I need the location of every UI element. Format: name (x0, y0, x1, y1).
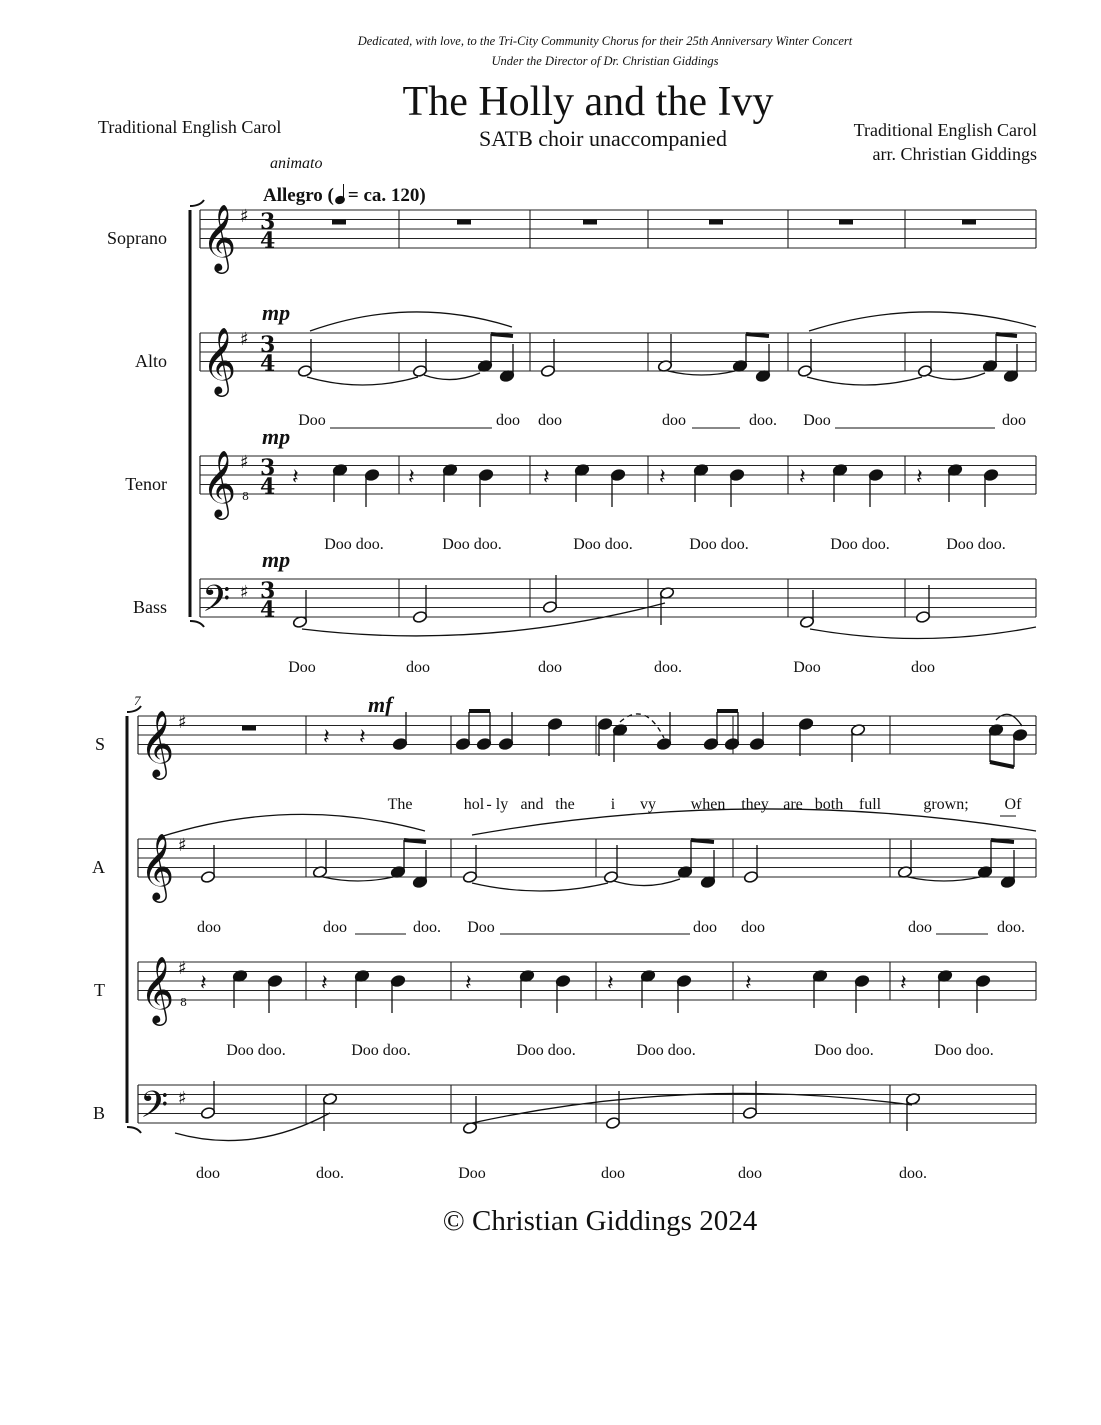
quarter-rest: 𝄽 (659, 465, 666, 490)
quarter-rest: 𝄽 (292, 465, 299, 490)
quarter-rest: 𝄽 (900, 971, 907, 996)
copyright-notice: © Christian Giddings 2024 (442, 1205, 758, 1237)
lyric: hol (463, 796, 485, 813)
treble-clef-icon: 𝄞 (202, 449, 237, 517)
tempo-value: = ca. 120) (347, 185, 426, 206)
lyric: doo (911, 659, 935, 676)
time-signature-top: 3 (260, 455, 276, 481)
lyric: Doo (803, 412, 831, 429)
lyric: doo (538, 412, 562, 429)
quarter-rest: 𝄽 (200, 971, 207, 996)
composer-line-2: arr. Christian Giddings (872, 144, 1037, 164)
tie (908, 877, 980, 881)
beam (990, 762, 1014, 767)
staff-name-b: B (92, 1103, 105, 1123)
key-signature-sharp: ♯ (240, 206, 249, 227)
phrase-slur (310, 312, 512, 331)
lyric: Doo (793, 659, 821, 676)
lyric: both (814, 796, 844, 813)
lyric: doo. (413, 919, 441, 936)
lyric: doo (323, 919, 347, 936)
bass-clef-icon: 𝄢 (140, 1084, 169, 1135)
key-signature-sharp: ♯ (240, 452, 249, 473)
key-signature-sharp: ♯ (178, 958, 187, 979)
quarter-rest: 𝄽 (543, 465, 550, 490)
lyric: The (387, 796, 413, 813)
key-signature-sharp: ♯ (178, 712, 187, 733)
lyric: doo (1002, 412, 1026, 429)
lyric: - (486, 796, 492, 813)
lyric: ly (495, 796, 509, 813)
lyric: doo (738, 1165, 762, 1182)
lyric: Doo (467, 919, 495, 936)
lyric: are (783, 796, 803, 813)
phrase-slur (472, 1093, 912, 1123)
piece-title: The Holly and the Ivy (402, 79, 774, 125)
key-signature-sharp: ♯ (240, 329, 249, 350)
whole-rest (839, 220, 853, 225)
lyric: i (610, 796, 616, 813)
lyric: doo (693, 919, 717, 936)
lyric: Doo (288, 659, 316, 676)
quarter-rest: 𝄽 (916, 465, 923, 490)
bracket-bottom (127, 1127, 141, 1133)
treble-clef-icon: 𝄞 (202, 326, 237, 394)
quarter-rest: 𝄽 (745, 971, 752, 996)
lyric: Doo doo. (830, 536, 890, 553)
phrase-slur (809, 312, 1036, 331)
lyric: doo (406, 659, 430, 676)
lyric: doo. (316, 1165, 344, 1182)
lyric: Doo doo. (934, 1042, 994, 1059)
phrase-slur (175, 1113, 330, 1141)
time-signature-bottom: 4 (260, 351, 276, 377)
tie (307, 377, 418, 385)
whole-rest (962, 220, 976, 225)
lyric: Doo doo. (516, 1042, 576, 1059)
tie (614, 879, 680, 886)
quarter-rest: 𝄽 (321, 971, 328, 996)
beam (404, 840, 426, 842)
quarter-rest: 𝄽 (465, 971, 472, 996)
lyric: Doo (458, 1165, 486, 1182)
lyric: doo (196, 1165, 220, 1182)
time-signature-bottom: 4 (260, 474, 276, 500)
lyric: doo (197, 919, 221, 936)
lyric: Doo doo. (324, 536, 384, 553)
beam (996, 334, 1017, 336)
staff-name-s: S (94, 734, 105, 754)
phrase-slur (810, 627, 1036, 639)
key-signature-sharp: ♯ (178, 1088, 187, 1109)
tie (807, 377, 922, 385)
phrase-slur (472, 809, 1036, 835)
octave-clef-marker: 8 (242, 490, 249, 503)
dedication-line-2: Under the Director of Dr. Christian Giddings (491, 54, 719, 68)
lyricist-credit: Traditional English Carol (98, 117, 282, 137)
lyric: Doo doo. (946, 536, 1006, 553)
tie (323, 877, 393, 881)
treble-clef-icon: 𝄞 (140, 709, 175, 777)
lyric: full (858, 796, 882, 813)
lyric: Doo doo. (636, 1042, 696, 1059)
lyric: Doo doo. (689, 536, 749, 553)
whole-rest (242, 726, 256, 731)
staff-name-tenor: Tenor (125, 474, 167, 494)
lyric: Of (1004, 796, 1022, 813)
staff-name-a: A (92, 857, 105, 877)
beam (691, 840, 714, 842)
lyric: Doo doo. (226, 1042, 286, 1059)
lyric: when (690, 796, 726, 813)
tie (472, 883, 608, 891)
tie (668, 371, 735, 375)
lyric: Doo doo. (442, 536, 502, 553)
lyric: grown; (923, 796, 969, 813)
dedication-line-1: Dedicated, with love, to the Tri-City Community Chorus for their 25th Anniversary Winter Concert (357, 34, 853, 48)
staff-name-alto: Alto (134, 351, 167, 371)
piece-subtitle: SATB choir unaccompanied (478, 126, 728, 151)
bracket-top (127, 706, 141, 712)
beam (491, 334, 513, 336)
treble-clef-icon: 𝄞 (140, 955, 175, 1023)
treble-clef-icon: 𝄞 (202, 203, 237, 271)
lyric: doo. (749, 412, 777, 429)
octave-clef-marker: 8 (180, 996, 187, 1009)
lyric: doo (496, 412, 520, 429)
dynamic-bass: mp (262, 547, 291, 572)
time-signature-top: 3 (260, 332, 276, 358)
lyric: Doo doo. (573, 536, 633, 553)
lyric: doo. (654, 659, 682, 676)
lyric: Doo doo. (814, 1042, 874, 1059)
lyric: doo (601, 1165, 625, 1182)
phrase-slur (160, 814, 425, 837)
lyric: Doo (298, 412, 326, 429)
quarter-rest: 𝄽 (359, 725, 366, 750)
whole-rest (583, 220, 597, 225)
lyric: vy (640, 796, 656, 813)
whole-rest (457, 220, 471, 225)
key-signature-sharp: ♯ (240, 582, 249, 603)
dynamic-alto: mp (262, 300, 291, 325)
lyric: doo (908, 919, 932, 936)
dynamic-tenor: mp (262, 424, 291, 449)
lyric: and (520, 796, 544, 813)
whole-rest (332, 220, 346, 225)
bass-clef-icon: 𝄢 (202, 578, 231, 629)
tempo-text: Allegro ( (263, 185, 334, 206)
lyric: doo (741, 919, 765, 936)
lyric: they (741, 796, 769, 813)
treble-clef-icon: 𝄞 (140, 832, 175, 900)
composer-line-1: Traditional English Carol (853, 120, 1037, 140)
tie (424, 373, 480, 380)
quarter-rest: 𝄽 (323, 725, 330, 750)
lyric: doo (538, 659, 562, 676)
lyric: doo. (899, 1165, 927, 1182)
quarter-rest: 𝄽 (607, 971, 614, 996)
staff-name-t: T (94, 980, 105, 1000)
measure-number: 7 (134, 693, 141, 708)
tie (928, 373, 985, 380)
lyric: doo. (997, 919, 1025, 936)
quarter-rest: 𝄽 (799, 465, 806, 490)
lyric: doo (662, 412, 686, 429)
staff-name-soprano: Soprano (107, 228, 167, 248)
time-signature-bottom: 4 (260, 597, 276, 623)
key-signature-sharp: ♯ (178, 835, 187, 856)
time-signature-bottom: 4 (260, 228, 276, 254)
staff-name-bass: Bass (132, 597, 167, 617)
lyric: Doo doo. (351, 1042, 411, 1059)
dynamic-soprano: mf (368, 692, 393, 717)
time-signature-top: 3 (260, 578, 276, 604)
beam (746, 334, 769, 336)
whole-rest (709, 220, 723, 225)
beam (991, 840, 1014, 842)
time-signature-top: 3 (260, 209, 276, 235)
lyric: the (555, 796, 575, 813)
expression-marking: animato (270, 155, 323, 172)
quarter-rest: 𝄽 (408, 465, 415, 490)
